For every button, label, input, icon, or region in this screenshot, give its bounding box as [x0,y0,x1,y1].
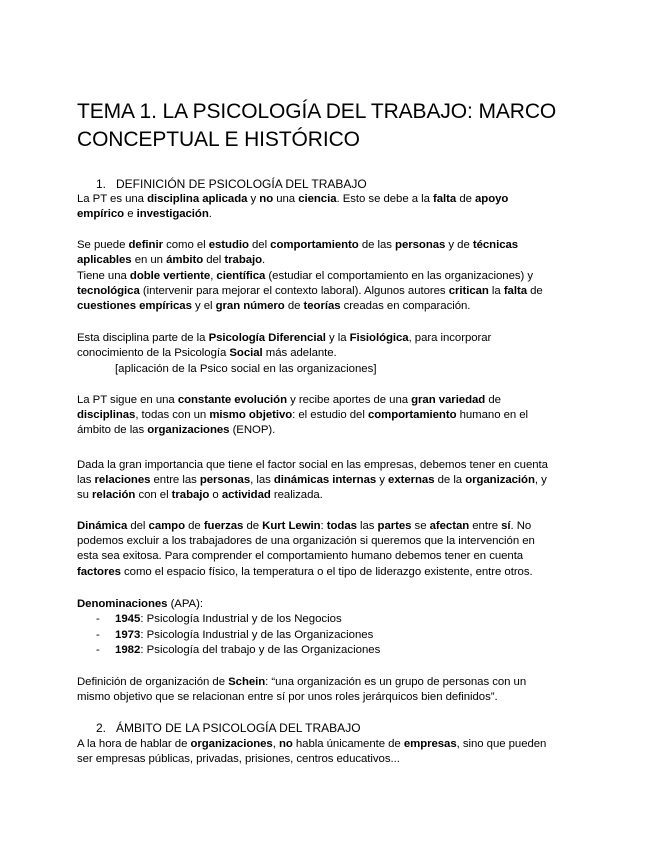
text-run: como el [162,239,209,251]
text-run: . [208,208,212,221]
text-run: e [124,208,137,221]
bold-text: tecnológica [77,285,140,298]
bold-text: ámbito [166,254,204,267]
bold-text: Dinámica [77,520,128,532]
bold-text: Fisiológica [349,332,409,344]
bold-text: gran variedad [411,394,486,406]
bold-text: comportamiento [270,239,359,251]
text-run: de [243,520,263,532]
paragraph [77,675,549,705]
bold-text: definir [128,239,163,251]
text-run: del [248,239,271,251]
text-run: de [284,300,304,313]
list-text: : Psicología Industrial y de los Negocios [140,613,342,625]
bold-text: dinámicas internas [273,474,377,487]
section-label: DEFINICIÓN DE PSICOLOGÍA DEL TRABAJO [116,177,367,191]
bold-text: científica [216,270,266,282]
text-run: y [247,193,260,205]
list-year: 1973 [115,628,141,641]
bold-text: cuestiones empíricas [77,300,192,313]
text-run: y recibe aportes de una [287,394,412,406]
page-title: TEMA 1. LA PSICOLOGÍA DEL TRABAJO: MARCO CONCEPTUAL E HISTÓRICO [77,100,557,151]
section-heading-ambito [96,721,361,736]
paragraph [77,269,549,315]
list-text: : Psicología del trabajo y de las Organizaciones [140,644,381,657]
text-run: : “una organización es un grupo de personas con un mismo objetivo que se relacionan entre sí por unos roles jerárquicos bien definidos”. [77,676,527,704]
bold-text: sí [501,520,511,532]
list-item [77,612,557,628]
paragraph [77,458,549,504]
text-run: (estudiar el comportamiento en las organizaciones) y [265,270,534,282]
text-run: entre [469,520,502,532]
paragraph [77,737,549,767]
bold-text: Denominaciones [77,598,168,610]
bold-text: falta [503,285,527,298]
bold-text: personas [395,239,446,251]
text-run: de [185,520,204,532]
text-run: , para incorporar conocimiento de la Psicología [77,332,492,360]
bold-text: actividad [221,489,271,502]
text-run: de la [434,474,466,487]
bold-text: constante evolución [177,394,287,406]
bold-text: campo [148,520,185,532]
list-year: 1945 [115,613,141,625]
bold-text: teorías [303,300,341,313]
list-dash: - [96,628,100,641]
text-run: una [273,193,299,205]
text-run: . Esto se debe a la [336,193,434,205]
text-run: : el estudio del [292,409,368,422]
list-item [77,628,557,644]
bold-text: disciplinas [77,409,136,422]
text-run: , las [250,474,274,487]
list-dash: - [96,613,100,625]
text-run: de las [358,239,396,251]
paragraph [77,393,549,439]
text-run: , [210,270,217,282]
text-run: habla únicamente de [292,738,404,750]
text-run: Dada la gran importancia que tiene el factor social en las empresas, debemos tener en cuenta las [77,459,548,487]
list-item [77,643,557,659]
section-number: 2. [96,721,107,735]
bold-text: organizaciones [147,424,230,437]
text-run: Tiene una [77,270,130,282]
text-run: , todas con un [135,409,210,422]
bold-text: no [278,738,293,750]
list-year: 1982 [115,644,141,657]
bold-text: Kurt Lewin [262,520,321,532]
text-run: o [209,489,222,502]
paragraph [77,331,549,361]
bold-text: apoyo empírico [77,193,509,221]
bold-text: Social [229,347,263,360]
text-run: (intervenir para mejorar el contexto laboral). Algunos autores [139,285,449,298]
list-text: : Psicología Industrial y de las Organizaciones [140,628,374,641]
bold-text: trabajo [171,489,210,502]
text-run: : [320,520,327,532]
list-dash: - [96,644,100,657]
text-run: y el [191,300,216,313]
bold-text: partes [377,520,412,532]
bold-text: fuerzas [203,520,244,532]
bold-text: factores [77,565,121,578]
text-run: , [272,738,279,750]
text-run: (APA): [167,598,203,610]
text-run: y [376,474,389,487]
paragraph [77,238,549,268]
denominaciones-list [77,612,557,659]
bold-text: empresas [403,738,457,750]
text-run: entre las [150,474,200,487]
bold-text: trabajo [224,254,263,267]
paragraph [77,192,549,222]
text-run: A la hora de hablar de [77,738,191,750]
bold-text: técnicas aplicables [77,239,519,267]
text-run: con el [135,489,172,502]
bold-text: ciencia [298,193,337,205]
bold-text: Schein [228,676,266,688]
text-run: creadas en comparación. [340,300,471,313]
text-run: La PT es una [77,193,148,205]
bold-text: personas [199,474,251,487]
text-run: Esta disciplina parte de la [77,332,209,344]
text-run: en un [131,254,167,267]
bold-text: critican [448,285,489,298]
bold-text: organización [465,474,535,487]
paragraph [77,597,549,612]
bold-text: relación [92,489,136,502]
text-run: como el espacio físico, la temperatura o el tipo de liderazgo existente, entre otros. [120,565,533,578]
text-run: (ENOP). [229,424,276,437]
bold-text: investigación [136,208,209,221]
bold-text: organizaciones [190,738,273,750]
text-run: realizada. [270,489,323,502]
text-run: . [262,254,266,267]
section-label: ÁMBITO DE LA PSICOLOGÍA DEL TRABAJO [116,721,361,735]
text-run: Se puede [77,239,129,251]
text-run: la [488,285,504,298]
text-run: las [356,520,378,532]
bold-text: falta [433,193,457,205]
text-run: , y su [77,474,547,502]
note-line: [aplicación de la Psico social en las organizaciones] [115,363,377,375]
bold-text: no [259,193,274,205]
text-run: , sino que pueden ser empresas públicas, privadas, prisiones, centros educativos... [77,738,547,766]
bold-text: gran número [215,300,285,313]
bold-text: afectan [429,520,470,532]
text-run: y de [445,239,473,251]
bold-text: relaciones [94,474,151,487]
bold-text: Psicología Diferencial [208,332,326,344]
text-run: Definición de organización de [77,676,229,688]
bold-text: externas [388,474,435,487]
bold-text: disciplina aplicada [147,193,248,205]
text-run: La PT sigue en una [77,394,178,406]
bold-text: mismo objetivo [209,409,293,422]
text-run: más adelante. [262,347,337,360]
bold-text: comportamiento [367,409,457,422]
section-heading-definicion [96,177,367,192]
text-run: y la [325,332,350,344]
text-run: . No podemos excluir a los trabajadores de una organización si queremos que la intervención en esta sea exitosa. Para comprender el comportamiento humano debemos tener en cuenta [77,520,535,563]
bold-text: doble vertiente [129,270,211,282]
section-number: 1. [96,177,107,191]
text-run: del [203,254,225,267]
bold-text: todas [326,520,357,532]
text-run: humano en el ámbito de las [77,409,529,437]
text-run: del [127,520,149,532]
text-run: de [526,285,543,298]
text-run: de [485,394,501,406]
bold-text: estudio [208,239,249,251]
text-run: de [456,193,476,205]
text-run: se [411,520,430,532]
paragraph [77,519,549,580]
